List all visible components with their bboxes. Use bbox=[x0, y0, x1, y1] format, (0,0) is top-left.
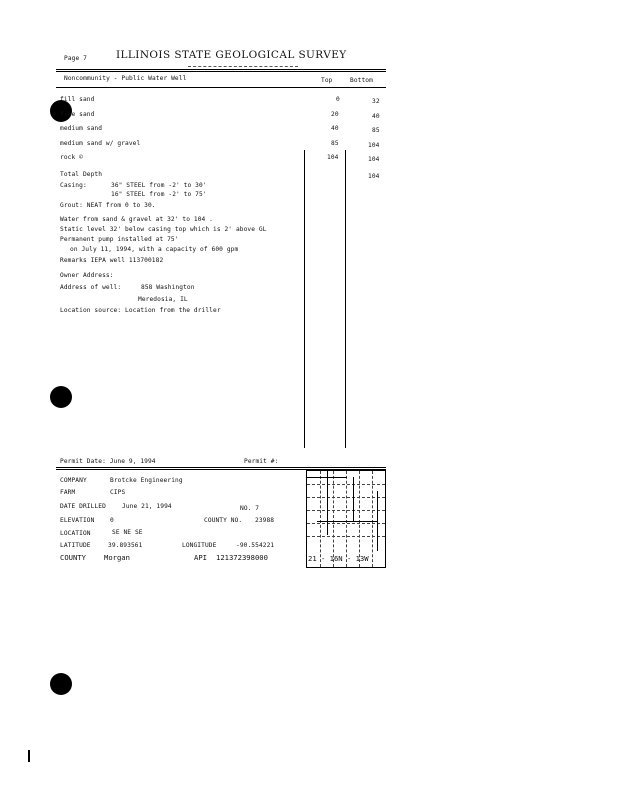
page-label: Page 7 bbox=[64, 55, 87, 62]
layer-bottom: 32 bbox=[372, 98, 380, 105]
layer-bottom: 104 bbox=[368, 156, 380, 163]
column-header-top: Top bbox=[321, 77, 333, 84]
casing-line-1: 36" STEEL from -2' to 30' bbox=[111, 182, 207, 189]
location-value: SE NE SE bbox=[112, 529, 143, 536]
layer-bottom: 104 bbox=[368, 142, 380, 149]
page-edge-mark bbox=[28, 750, 30, 762]
layer-top: 104 bbox=[327, 154, 339, 161]
header-rule-top bbox=[56, 69, 386, 70]
water-from-note: Water from sand & gravel at 32' to 104 . bbox=[60, 216, 214, 223]
county-no-label: COUNTY NO. bbox=[204, 517, 243, 524]
layer-name: fill sand bbox=[60, 96, 95, 103]
permit-date: Permit Date: June 9, 1994 bbox=[60, 458, 156, 465]
column-header-bottom: Bottom bbox=[350, 77, 373, 84]
county-no-value: 23988 bbox=[255, 517, 275, 524]
title-underline bbox=[188, 66, 298, 67]
well-address-street: 858 Washington bbox=[141, 284, 195, 291]
api-label: API bbox=[194, 553, 207, 562]
well-type-label: Noncommunity - Public Water Well bbox=[64, 75, 187, 82]
well-address-label: Address of well: bbox=[60, 284, 122, 291]
latitude-label: LATITUDE bbox=[60, 542, 91, 549]
county-value: Morgan bbox=[104, 553, 130, 562]
column-divider-right bbox=[345, 150, 346, 448]
pump-note-2: on July 11, 1994, with a capacity of 600 gpm bbox=[70, 246, 239, 253]
casing-label: Casing: bbox=[60, 182, 87, 189]
layer-top: 20 bbox=[331, 111, 339, 118]
layer-bottom: 85 bbox=[372, 127, 380, 134]
header-rule-bottom bbox=[56, 87, 386, 88]
layer-name: medium sand w/ gravel bbox=[60, 140, 141, 147]
township-range: 21 - 16N - 13W bbox=[308, 554, 369, 563]
longitude-label: LONGITUDE bbox=[182, 542, 217, 549]
remarks-note: Remarks IEPA well 113700182 bbox=[60, 257, 164, 264]
county-label: COUNTY bbox=[60, 553, 86, 562]
casing-line-2: 16" STEEL from -2' to 75' bbox=[111, 191, 207, 198]
grout-note: Grout: NEAT from 0 to 30. bbox=[60, 202, 156, 209]
pump-note-1: Permanent pump installed at 75' bbox=[60, 236, 179, 243]
total-depth-value: 104 bbox=[368, 173, 380, 180]
layer-top: 0 bbox=[336, 96, 340, 103]
company-value: Brotcke Engineering bbox=[110, 477, 183, 484]
layer-name: rock © bbox=[60, 154, 83, 161]
punch-hole-bottom bbox=[50, 673, 72, 695]
layer-name: fine sand bbox=[60, 111, 95, 118]
layer-top: 85 bbox=[331, 140, 339, 147]
well-address-city: Meredosia, IL bbox=[138, 296, 188, 303]
farm-value: CIPS bbox=[110, 489, 126, 496]
page-title: ILLINOIS STATE GEOLOGICAL SURVEY bbox=[116, 49, 347, 61]
total-depth-label: Total Depth bbox=[60, 171, 103, 178]
header-rule-top-2 bbox=[56, 71, 386, 72]
layer-top: 40 bbox=[331, 125, 339, 132]
location-label: LOCATION bbox=[60, 530, 91, 537]
api-value: 121372398000 bbox=[216, 553, 268, 562]
well-no: NO. 7 bbox=[240, 505, 260, 512]
section-location-grid bbox=[306, 470, 386, 568]
latitude-value: 39.893561 bbox=[108, 542, 143, 549]
location-source-note: Location source: Location from the driller bbox=[60, 307, 221, 314]
layer-bottom: 40 bbox=[372, 113, 380, 120]
permit-number: Permit #: bbox=[244, 458, 279, 465]
punch-hole-middle bbox=[50, 386, 72, 408]
longitude-value: -90.554221 bbox=[236, 542, 275, 549]
column-divider-left bbox=[304, 150, 305, 448]
owner-address-label: Owner Address: bbox=[60, 272, 114, 279]
date-drilled-label: DATE DRILLED bbox=[60, 503, 106, 510]
layer-name: medium sand bbox=[60, 125, 103, 132]
footer-rule bbox=[56, 467, 386, 468]
date-drilled-value: June 21, 1994 bbox=[122, 503, 172, 510]
company-label: COMPANY bbox=[60, 477, 87, 484]
elevation-value: 0 bbox=[110, 517, 114, 524]
static-level-note: Static level 32' below casing top which is 2' above GL bbox=[60, 226, 267, 233]
elevation-label: ELEVATION bbox=[60, 517, 95, 524]
farm-label: FARM bbox=[60, 489, 76, 496]
